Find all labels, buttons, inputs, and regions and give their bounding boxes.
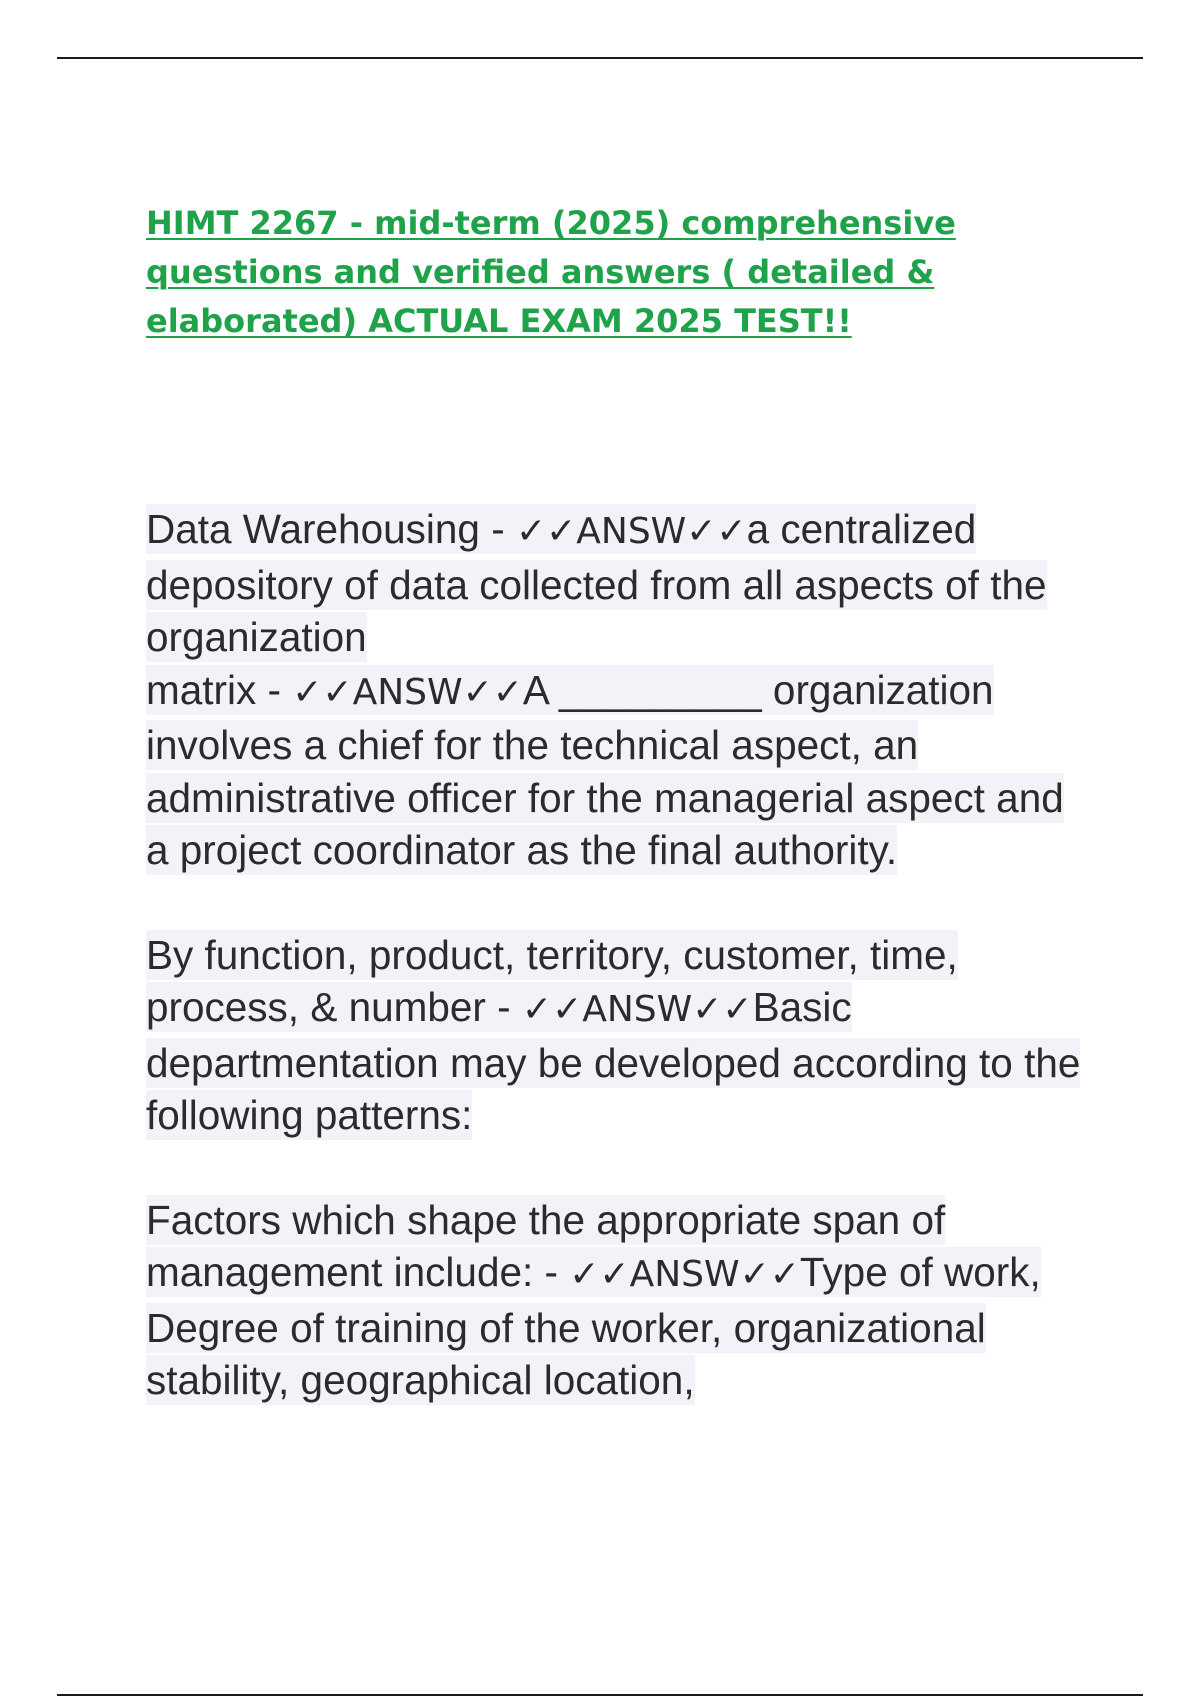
entry-term: matrix <box>146 666 257 713</box>
entry-answer: A _________ organization involves a chief for the technical aspect, an administrative officer for the managerial aspect and a project coordinator as the final authority. <box>146 666 1064 873</box>
answer-marker: ✓✓ANSW✓✓ <box>521 989 753 1030</box>
bottom-rule <box>57 1694 1143 1696</box>
qa-entry-departmentation: By function, product, territory, customer, time, process, & number - ✓✓ANSW✓✓Basic departmentation may be developed according to the following patterns: <box>146 931 1081 1138</box>
entry-term: Factors which shape the appropriate span of management include: <box>146 1196 946 1295</box>
answer-marker: ✓✓ANSW✓✓ <box>515 511 747 552</box>
document-title: HIMT 2267 - mid-term (2025) comprehensive questions and verified answers ( detailed & elaborated) ACTUAL EXAM 2025 TEST!! <box>146 204 956 340</box>
qa-block-1 <box>146 503 1086 877</box>
qa-content <box>146 503 1086 1459</box>
qa-entry-span-of-management: Factors which shape the appropriate span of management include: - ✓✓ANSW✓✓Type of work, Degree of training of the worker, organizational stability, geographical location, <box>146 1196 1041 1403</box>
qa-block-2 <box>146 929 1086 1142</box>
entry-term: By function, product, territory, customer, time, process, & number <box>146 931 958 1030</box>
entry-term: Data Warehousing <box>146 506 480 552</box>
entry-answer: Basic departmentation may be developed according to the following patterns: <box>146 984 1081 1138</box>
answer-marker: ✓✓ANSW✓✓ <box>569 1254 800 1295</box>
qa-block-3 <box>146 1194 1086 1407</box>
top-rule <box>57 57 1143 59</box>
qa-entry-matrix: matrix - ✓✓ANSW✓✓A _________ organization involves a chief for the technical aspect, an administrative officer for the managerial aspect and a project coordinator as the final authority. <box>146 666 1064 873</box>
qa-entry-data-warehousing: Data Warehousing - ✓✓ANSW✓✓a centralized depository of data collected from all aspects of the organization <box>146 506 1047 660</box>
entry-answer: a centralized depository of data collected from all aspects of the organization <box>146 506 1047 660</box>
answer-marker: ✓✓ANSW✓✓ <box>292 671 523 713</box>
entry-answer: Type of work, Degree of training of the worker, organizational stability, geographical location, <box>146 1249 1041 1403</box>
